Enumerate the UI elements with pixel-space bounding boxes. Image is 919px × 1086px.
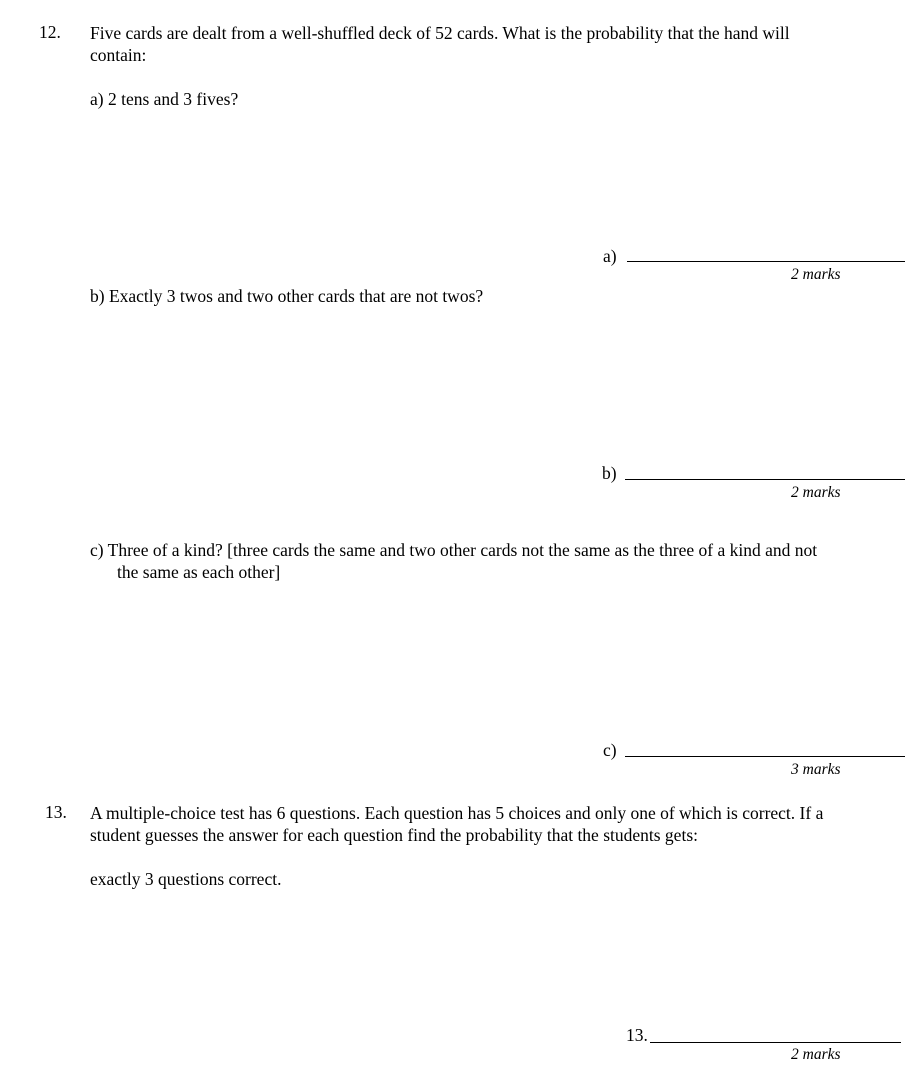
question-13-stem-line1: A multiple-choice test has 6 questions. Each question has 5 choices and only one of which is correct. If a — [90, 803, 824, 823]
question-12-number: 12. — [39, 22, 61, 42]
answer-12a-label: a) — [603, 246, 617, 266]
question-13-stem-line2: student guesses the answer for each question find the probability that the students gets: — [90, 825, 698, 845]
marks-12c: 3 marks — [791, 761, 841, 778]
answer-13-label: 13. — [626, 1025, 648, 1045]
question-12c-text-line2: the same as each other] — [117, 562, 281, 582]
answer-12b-line[interactable] — [625, 479, 905, 480]
question-12a-text: a) 2 tens and 3 fives? — [90, 89, 239, 109]
answer-12c-label: c) — [603, 740, 617, 760]
question-12b-text: b) Exactly 3 twos and two other cards that are not twos? — [90, 286, 484, 306]
question-12c-text-line1: c) Three of a kind? [three cards the same and two other cards not the same as the three of a kind and not — [90, 540, 818, 560]
question-12-stem-line2: contain: — [90, 45, 147, 65]
question-13-number: 13. — [45, 802, 67, 822]
marks-13: 2 marks — [791, 1046, 841, 1063]
question-13-prompt: exactly 3 questions correct. — [90, 869, 282, 889]
marks-12b: 2 marks — [791, 484, 841, 501]
answer-12a-line[interactable] — [627, 261, 905, 262]
answer-12b-label: b) — [602, 463, 617, 483]
answer-13-line[interactable] — [650, 1042, 901, 1043]
question-12-stem-line1: Five cards are dealt from a well-shuffled deck of 52 cards. What is the probability that the hand will — [90, 23, 790, 43]
marks-12a: 2 marks — [791, 266, 841, 283]
answer-12c-line[interactable] — [625, 756, 905, 757]
